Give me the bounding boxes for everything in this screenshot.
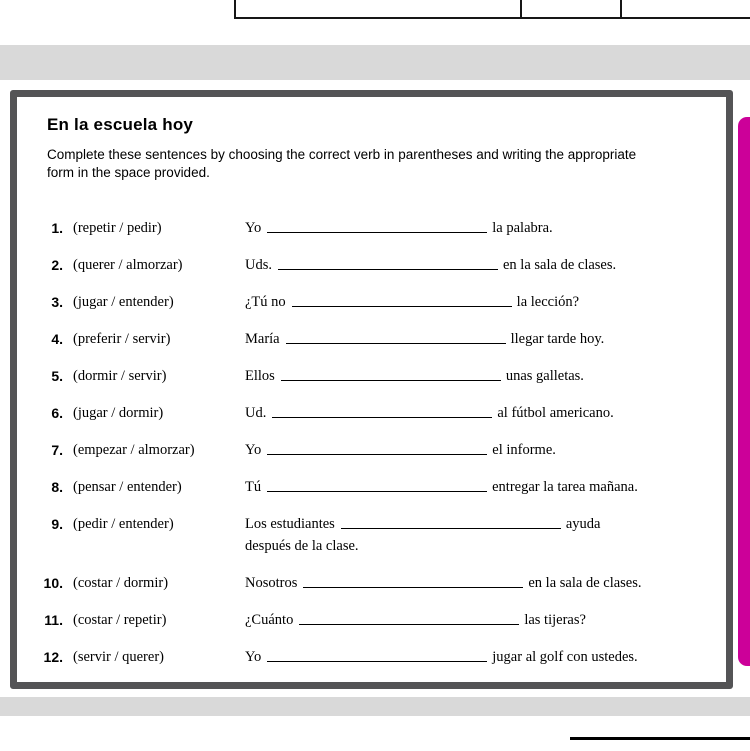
cropped-table-fragment xyxy=(234,0,750,19)
verb-choices: (jugar / entender) xyxy=(73,294,174,310)
sentence-post: las tijeras? xyxy=(524,612,586,628)
exercise-row xyxy=(33,513,706,557)
answer-blank[interactable] xyxy=(267,453,487,455)
top-gray-band xyxy=(0,45,750,80)
exercise-list xyxy=(33,217,706,668)
exercise-sentence xyxy=(245,291,706,313)
exercise-sentence xyxy=(245,572,706,594)
answer-blank[interactable] xyxy=(267,231,487,233)
exercise-sentence xyxy=(245,254,706,276)
exercise-number: 1. xyxy=(51,220,63,236)
exercise-row xyxy=(33,402,706,424)
answer-blank[interactable] xyxy=(281,379,501,381)
answer-blank[interactable] xyxy=(303,586,523,588)
sentence-pre: Tú xyxy=(245,479,262,495)
sentence-pre: Los estudiantes xyxy=(245,516,335,532)
answer-blank[interactable] xyxy=(341,527,561,529)
sentence-pre: Nosotros xyxy=(245,575,298,591)
sentence-post: al fútbol americano. xyxy=(497,405,614,421)
sentence-post: en la sala de clases. xyxy=(528,575,642,591)
exercise-sentence xyxy=(245,217,706,239)
verb-choices: (preferir / servir) xyxy=(73,331,171,347)
sentence-post: ayuda xyxy=(565,516,601,532)
exercise-number: 10. xyxy=(43,575,63,591)
exercise-row xyxy=(33,476,706,498)
exercise-row xyxy=(33,291,706,313)
sentence-post: la palabra. xyxy=(492,220,553,236)
sentence-pre: ¿Cuánto xyxy=(245,612,294,628)
answer-blank[interactable] xyxy=(286,342,506,344)
sentence-pre: Uds. xyxy=(245,257,272,273)
bottom-gray-band xyxy=(0,697,750,716)
exercise-row xyxy=(33,439,706,461)
exercise-sentence xyxy=(245,439,706,461)
adjacent-panel-edge xyxy=(738,117,750,666)
verb-choices: (costar / repetir) xyxy=(73,612,167,628)
sentence-post: llegar tarde hoy. xyxy=(510,331,605,347)
exercise-number: 5. xyxy=(51,368,63,384)
exercise-sentence xyxy=(245,365,706,387)
exercise-sentence xyxy=(245,476,706,498)
exercise-number: 3. xyxy=(51,294,63,310)
sentence-pre: Ellos xyxy=(245,368,275,384)
answer-blank[interactable] xyxy=(278,268,498,270)
answer-blank[interactable] xyxy=(267,660,487,662)
verb-choices: (repetir / pedir) xyxy=(73,220,162,236)
exercise-sentence xyxy=(245,513,706,557)
answer-blank[interactable] xyxy=(299,623,519,625)
exercise-sentence xyxy=(245,646,706,668)
verb-choices: (pedir / entender) xyxy=(73,516,174,532)
sentence-pre: Yo xyxy=(245,220,262,236)
exercise-row xyxy=(33,572,706,594)
exercise-sentence xyxy=(245,609,706,631)
sentence-post: la lección? xyxy=(516,294,580,310)
worksheet-instructions: Complete these sentences by choosing the correct verb in parentheses and writing the appropriate form in the space provided. xyxy=(47,147,637,180)
sentence-pre: ¿Tú no xyxy=(245,294,286,310)
sentence-post: entregar la tarea mañana. xyxy=(492,479,638,495)
verb-choices: (dormir / servir) xyxy=(73,368,167,384)
exercise-number: 2. xyxy=(51,257,63,273)
exercise-number: 6. xyxy=(51,405,63,421)
answer-blank[interactable] xyxy=(267,490,487,492)
answer-blank[interactable] xyxy=(272,416,492,418)
verb-choices: (empezar / almorzar) xyxy=(73,442,195,458)
exercise-number: 8. xyxy=(51,479,63,495)
table-cell-divider xyxy=(620,0,622,17)
table-cell-divider xyxy=(520,0,522,17)
sentence-pre: Ud. xyxy=(245,405,267,421)
verb-choices: (pensar / entender) xyxy=(73,479,182,495)
exercise-row xyxy=(33,217,706,239)
exercise-number: 12. xyxy=(43,649,63,665)
exercise-sentence xyxy=(245,402,706,424)
sentence-line2: después de la clase. xyxy=(245,538,359,554)
answer-blank[interactable] xyxy=(292,305,512,307)
exercise-row xyxy=(33,646,706,668)
verb-choices: (jugar / dormir) xyxy=(73,405,164,421)
sentence-post: unas galletas. xyxy=(505,368,584,384)
verb-choices: (servir / querer) xyxy=(73,649,164,665)
sentence-post: jugar al golf con ustedes. xyxy=(492,649,638,665)
verb-choices: (querer / almorzar) xyxy=(73,257,183,273)
sentence-post: el informe. xyxy=(492,442,556,458)
exercise-sentence xyxy=(245,328,706,350)
verb-choices: (costar / dormir) xyxy=(73,575,169,591)
sentence-pre: María xyxy=(245,331,280,347)
exercise-number: 11. xyxy=(44,612,63,628)
cropped-blank-line-fragment xyxy=(570,737,750,740)
exercise-number: 9. xyxy=(51,516,63,532)
exercise-row xyxy=(33,328,706,350)
exercise-row xyxy=(33,254,706,276)
sentence-pre: Yo xyxy=(245,649,262,665)
sentence-post: en la sala de clases. xyxy=(503,257,617,273)
worksheet-title: En la escuela hoy xyxy=(47,115,194,134)
exercise-number: 7. xyxy=(51,442,63,458)
exercise-row xyxy=(33,365,706,387)
exercise-row xyxy=(33,609,706,631)
exercise-number: 4. xyxy=(51,331,63,347)
worksheet-panel xyxy=(10,90,733,689)
sentence-pre: Yo xyxy=(245,442,262,458)
